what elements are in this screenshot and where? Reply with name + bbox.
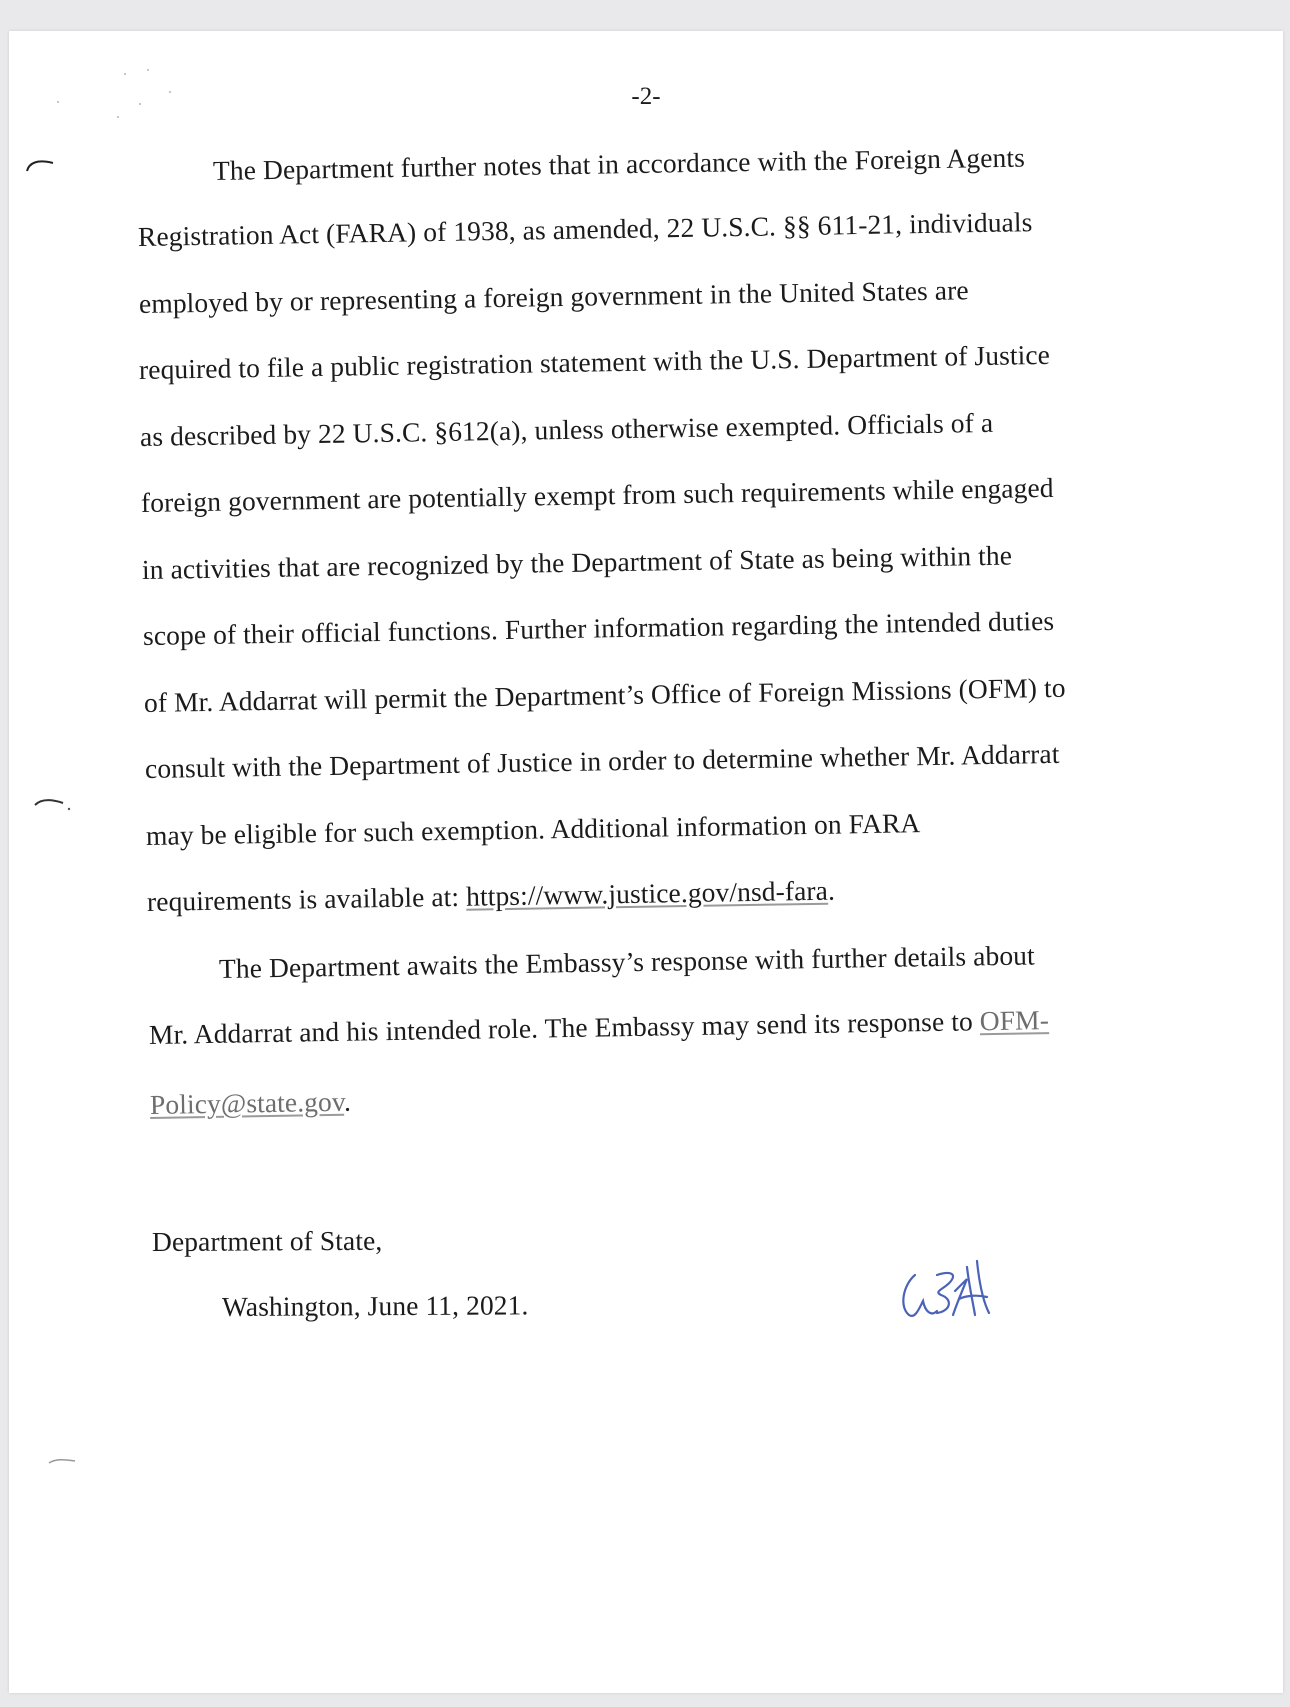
scan-speck xyxy=(124,73,126,75)
closing-department: Department of State, xyxy=(151,1224,383,1257)
email-suffix: . xyxy=(343,1085,352,1117)
paragraph-1-line-9: of Mr. Addarrat will permit the Department’s Office of Foreign Missions (OFM) to xyxy=(143,671,1066,718)
handwritten-signature xyxy=(893,1245,1033,1335)
paragraph-1-line-7: in activities that are recognized by the Department of State as being within the xyxy=(141,539,1013,585)
scan-speck xyxy=(117,116,119,118)
margin-mark xyxy=(31,791,75,821)
paragraph-1-line-3: employed by or representing a foreign government in the United States are xyxy=(138,274,969,319)
email-link-part-1[interactable]: OFM- xyxy=(979,1004,1050,1037)
paragraph-2-line-1: The Department awaits the Embassy’s response with further details about xyxy=(218,939,1035,984)
margin-mark xyxy=(45,1451,89,1471)
paragraph-1-line-4: required to file a public registration statement with the U.S. Department of Justice xyxy=(138,338,1051,385)
paragraph-1-line-12 xyxy=(147,875,835,918)
fara-text-prefix: requirements is available at: xyxy=(146,880,467,917)
paragraph-1-line-1: The Department further notes that in accordance with the Foreign Agents xyxy=(212,141,1026,186)
page-number: -2- xyxy=(631,83,661,110)
fara-text-suffix: . xyxy=(827,874,836,906)
paragraph-1-line-6: foreign government are potentially exempt from such requirements while engaged xyxy=(140,471,1054,518)
embassy-response-text: Mr. Addarrat and his intended role. The Embassy may send its response to xyxy=(148,1005,981,1050)
document-page xyxy=(9,31,1283,1693)
fara-link[interactable]: https://www.justice.gov/nsd-fara xyxy=(465,874,829,912)
paragraph-1-line-8: scope of their official functions. Further information regarding the intended duties xyxy=(142,604,1055,651)
margin-mark xyxy=(23,149,63,179)
paragraph-2-line-2 xyxy=(149,1004,1049,1051)
paragraph-1-line-2: Registration Act (FARA) of 1938, as amended, 22 U.S.C. §§ 611-21, individuals xyxy=(137,206,1033,252)
scan-speck xyxy=(147,69,149,71)
paragraph-1-line-5: as described by 22 U.S.C. §612(a), unless otherwise exempted. Officials of a xyxy=(139,406,994,452)
closing-date: Washington, June 11, 2021. xyxy=(221,1289,529,1322)
paragraph-1-line-11: may be eligible for such exemption. Additional information on FARA xyxy=(145,807,921,851)
paragraph-1-line-10: consult with the Department of Justice in order to determine whether Mr. Addarrat xyxy=(144,737,1060,784)
email-link-part-2[interactable]: Policy@state.gov xyxy=(149,1085,345,1120)
paragraph-2-line-3 xyxy=(150,1086,351,1121)
